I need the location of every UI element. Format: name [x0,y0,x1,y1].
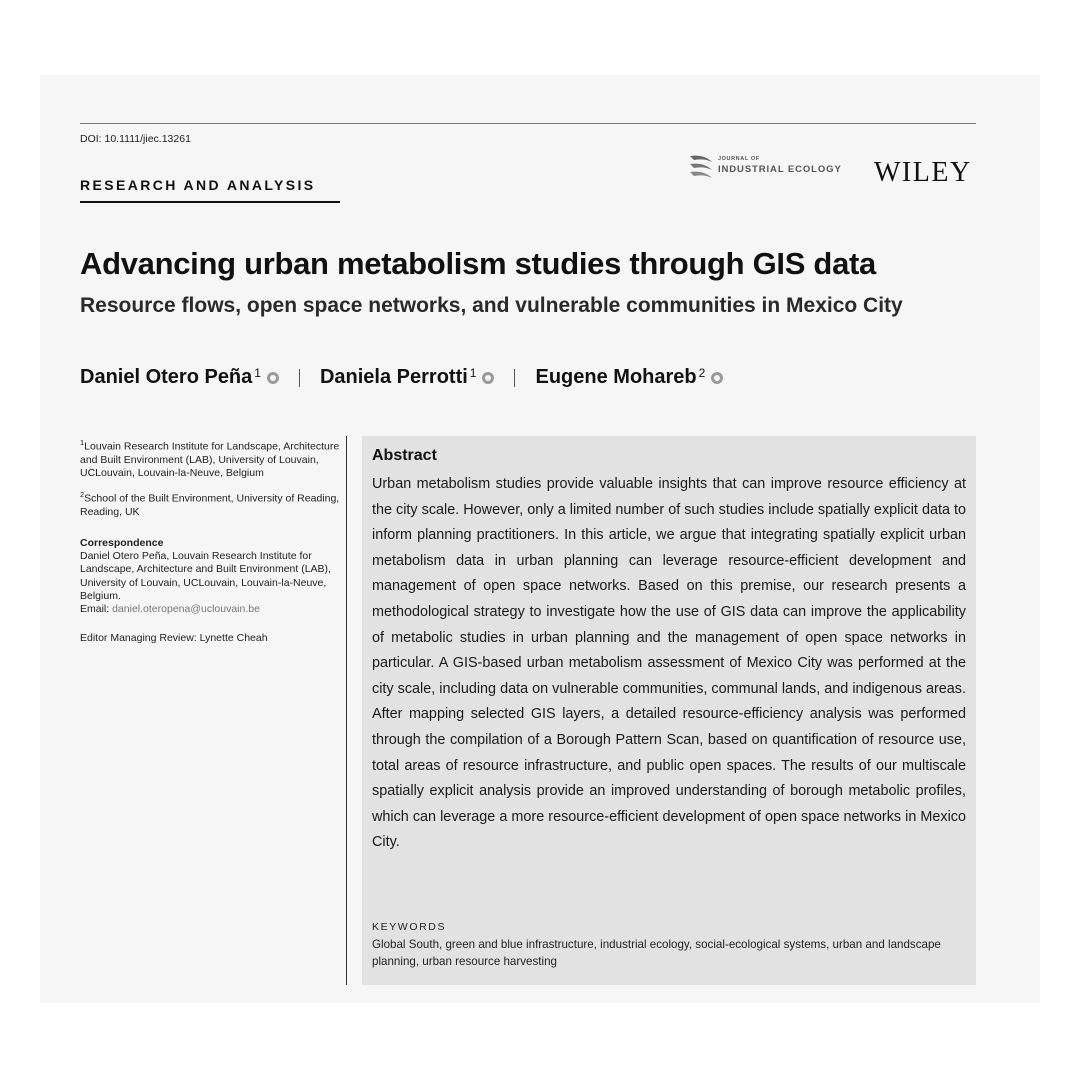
author-affil-sup: 2 [698,365,706,380]
author-separator [514,369,515,387]
editor-line: Editor Managing Review: Lynette Cheah [80,632,268,645]
affiliation-sup: 1 [80,438,85,447]
author-name: Daniela Perrotti [319,366,468,388]
author-separator [299,369,300,387]
author-affil-sup: 1 [469,365,477,380]
keywords-label: KEYWORDS [372,921,447,933]
journal-name: INDUSTRIAL ECOLOGY [718,164,842,175]
author-list [80,366,723,389]
author-1[interactable] [80,366,279,389]
affiliation-1 [80,436,340,480]
abstract-heading: Abstract [372,447,437,464]
journal-mark-icon [688,152,716,182]
author-affil-sup: 1 [254,365,261,380]
author-3[interactable] [535,366,723,389]
section-label: RESEARCH AND ANALYSIS [80,177,316,193]
author-2[interactable] [320,366,495,389]
journal-logo[interactable] [688,150,978,190]
column-divider [346,436,347,985]
orcid-icon[interactable] [711,372,723,384]
author-name: Eugene Mohareb [535,366,697,388]
correspondence-text: Daniel Otero Peña, Louvain Research Institute for Landscape, Architecture and Built Environment (LAB), University of Louvain, UCLouvain, Louvain-la-Neuve, Belgium. [80,550,331,602]
affiliation-text: Louvain Research Institute for Landscape, Architecture and Built Environment (LAB), University of Louvain, UCLouvain, Louvain-la-Neuve, Belgium [80,440,340,479]
affiliation-sup: 2 [80,490,85,500]
keywords-text: Global South, green and blue infrastructure, industrial ecology, social-ecological systems, urban and landscape planning, urban resource harvesting [372,938,941,968]
section-underline [80,201,340,203]
correspondence-email [80,603,340,616]
journal-small-text: JOURNAL OF [718,156,760,162]
affiliations-column [80,436,340,653]
correspondence-heading: Correspondence [80,537,164,550]
author-name: Daniel Otero Peña [80,366,253,388]
paper-title: Advancing urban metabolism studies through GIS data [80,246,876,281]
publisher-logo: WILEY [874,157,972,188]
abstract-text: Urban metabolism studies provide valuable insights that can improve resource efficiency at the city scale. However, only a limited number of such studies include spatially explicit data to inform planning practitioners. In this article, we argue that integrating spatially explicit urban metabolism data in urban planning can leverage resource-efficient development and management of open space networks. Based on this premise, our research presents a methodological strategy to investigate how the use of GIS data can improve the applicability of metabolic studies in urban planning and the management of open space networks in particular. A GIS-based urban metabolism assessment of Mexico City was performed at the city scale, including data on vulnerable communities, communal lands, and indigenous areas. After mapping selected GIS layers, a detailed resource-efficiency analysis was performed through the compilation of a Borough Pattern Scan, based on quantification of resource use, total areas of resource infrastructure, and public open spaces. The results of our multiscale spatially explicit analysis provide an improved understanding of borough metabolic profiles, which can leverage a more resource-efficient development of open space networks in Mexico City. [372,476,966,851]
affiliation-text: School of the Built Environment, University of Reading, Reading, UK [80,492,340,518]
orcid-icon[interactable] [267,372,279,384]
paper-subtitle: Resource flows, open space networks, and vulnerable communities in Mexico City [80,294,903,317]
affiliation-2 [80,488,340,519]
orcid-icon[interactable] [482,372,494,384]
email-link[interactable]: daniel.oteropena@uclouvain.be [112,603,260,616]
doi-line[interactable]: DOI: 10.1111/jiec.13261 [80,133,191,145]
header-rule [80,123,976,124]
email-label: Email: [80,603,113,616]
